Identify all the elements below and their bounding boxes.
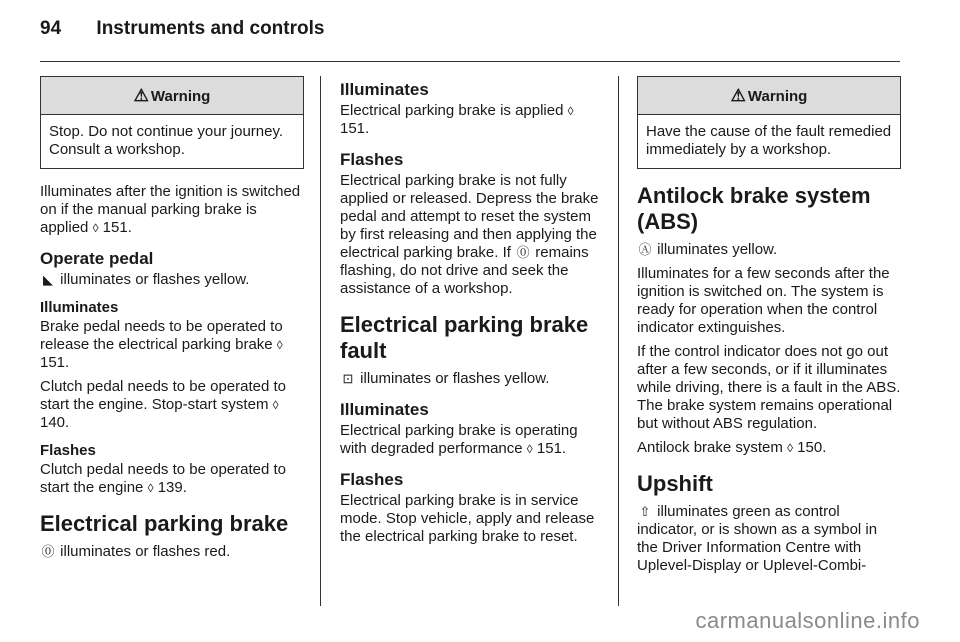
warning-text: Have the cause of the fault remedied immediately by a workshop. — [646, 123, 892, 158]
page-ref-icon: ◊ — [567, 104, 574, 118]
section-heading: Electrical parking brake fault — [340, 312, 589, 363]
paragraph: Clutch pedal needs to be operated to start the engine ◊ 139. — [40, 461, 287, 496]
warning-box — [637, 76, 901, 169]
warning-header — [638, 77, 900, 115]
watermark: carmanualsonline.info — [695, 608, 920, 633]
page-header — [40, 18, 324, 40]
column-1 — [40, 76, 304, 567]
paragraph: ◣ illuminates or flashes yellow. — [40, 271, 304, 289]
column-2 — [340, 76, 604, 552]
column-divider — [618, 76, 619, 606]
subheading: Flashes — [340, 470, 404, 489]
warning-triangle-icon: ⚠ — [730, 86, 746, 105]
section-heading: Upshift — [637, 471, 713, 496]
paragraph: Antilock brake system ◊ 150. — [637, 439, 827, 456]
pedal-icon: ◣ — [43, 272, 53, 287]
subheading: Flashes — [340, 150, 404, 169]
paragraph: Electrical parking brake is in service mode. Stop vehicle, apply and release the electrical parking brake to reset. — [340, 492, 595, 545]
paragraph: Clutch pedal needs to be operated to start the engine. Stop-start system ◊ 140. — [40, 378, 287, 431]
parking-brake-icon: ⓪ — [41, 544, 55, 559]
warning-text: Stop. Do not continue your journey. Consult a workshop. — [49, 123, 284, 158]
parking-brake-icon: ⓪ — [516, 245, 530, 260]
paragraph: Ⓐ illuminates yellow. — [638, 241, 778, 258]
warning-title: Warning — [747, 88, 808, 105]
subheading: Illuminates — [340, 80, 429, 99]
page-number: 94 — [40, 18, 62, 39]
page-ref-icon: ◊ — [787, 441, 793, 455]
paragraph: Electrical parking brake is applied ◊ 151. — [340, 102, 574, 137]
subheading: Operate pedal — [40, 249, 154, 268]
warning-header — [41, 77, 303, 115]
paragraph: Illuminates for a few seconds after the ignition is switched on. The system is ready for operation when the control indicator extinguishes. — [637, 265, 890, 336]
page-ref-icon: ◊ — [147, 481, 154, 495]
minor-heading: Illuminates — [40, 299, 119, 316]
column-3 — [637, 76, 901, 581]
paragraph: Electrical parking brake is operating with degraded performance ◊ 151. — [340, 422, 578, 457]
paragraph: ⓪ illuminates or flashes red. — [41, 543, 231, 560]
paragraph: Electrical parking brake is not fully applied or released. Depress the brake pedal and attempt to reset the system by first releasing and then applying the electrical parking brake. If ⓪ remains flashing, do not drive and seek the assistance of a workshop. — [340, 172, 599, 297]
paragraph: ⇧ illuminates green as control indicator, or is shown as a symbol in the Driver Information Centre with Uplevel-Display or Uplevel-Combi- — [637, 503, 878, 574]
warning-box — [40, 76, 304, 169]
section-heading: Electrical parking brake — [40, 511, 289, 536]
warning-title: Warning — [150, 88, 211, 105]
page-ref-icon: ◊ — [92, 221, 99, 235]
subheading: Illuminates — [340, 400, 429, 419]
paragraph: ⊡ illuminates or flashes yellow. — [340, 370, 604, 388]
brake-fault-icon: ⊡ — [342, 371, 354, 386]
section-heading: Antilock brake system (ABS) — [637, 183, 871, 234]
page-title: Instruments and controls — [96, 18, 325, 39]
paragraph: If the control indicator does not go out after a few seconds, or if it illuminates while driving, there is a fault in the ABS. The brake system remains operational but without ABS regulation. — [637, 343, 901, 432]
paragraph: Brake pedal needs to be operated to release the electrical parking brake ◊ 151. — [40, 318, 283, 371]
header-rule — [40, 61, 900, 62]
page-ref-icon: ◊ — [526, 442, 533, 456]
paragraph: Illuminates after the ignition is switched on if the manual parking brake is applied ◊ 151. — [40, 183, 301, 236]
page-ref-icon: ◊ — [276, 338, 283, 352]
abs-icon: Ⓐ — [638, 242, 652, 257]
column-divider — [320, 76, 321, 606]
page-ref-icon: ◊ — [272, 398, 279, 412]
upshift-icon: ⇧ — [639, 504, 651, 519]
minor-heading: Flashes — [40, 442, 96, 459]
warning-triangle-icon: ⚠ — [133, 86, 149, 105]
